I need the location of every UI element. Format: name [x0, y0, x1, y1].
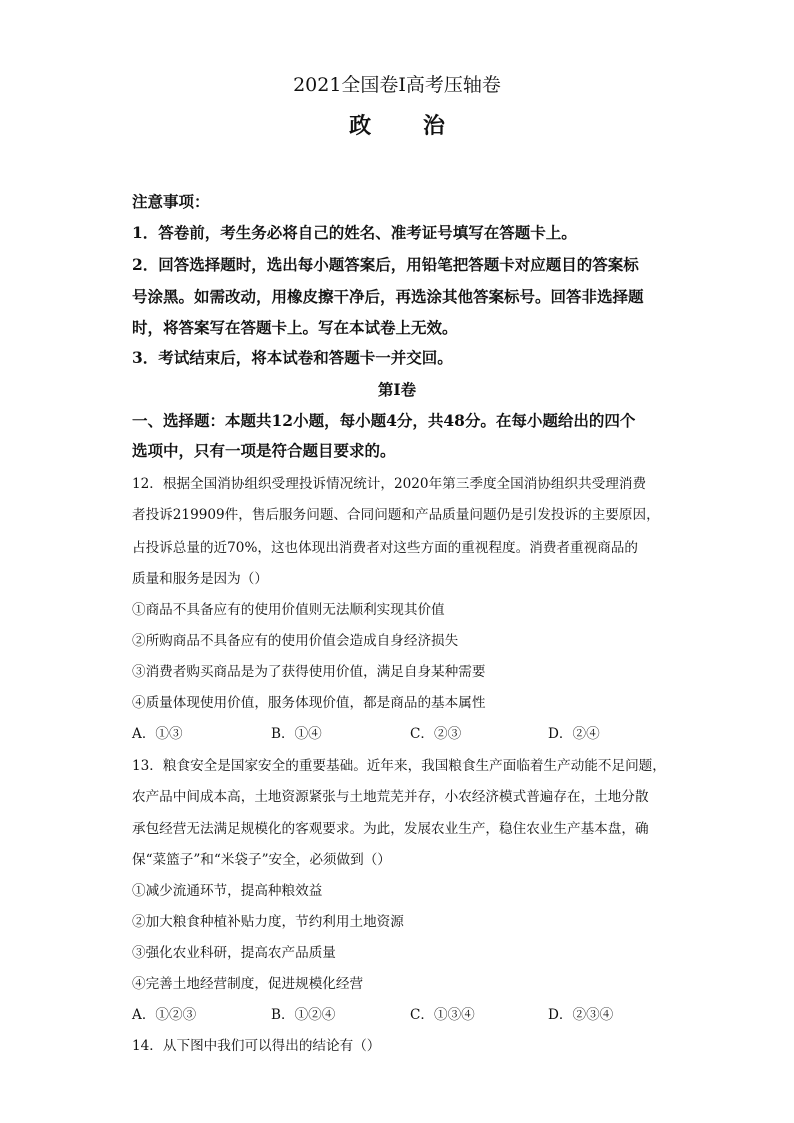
question-12-item: ④质量体现使用价值，服务体现价值，都是商品的基本属性	[132, 695, 486, 711]
notice-line: 时，将答案写在答题卡上。写在本试卷上无效。	[132, 318, 458, 337]
question-12-stem: 占投诉总量的近70%，这也体现出消费者对这些方面的重视程度。消费者重视商品的	[132, 540, 638, 556]
question-13-item: ③强化农业科研，提高农产品质量	[132, 945, 336, 961]
question-12-item: ①商品不具备应有的使用价值则无法顺利实现其价值	[132, 602, 445, 618]
option-d: D．②③④	[548, 1007, 614, 1023]
question-13-stem: 13．粮食安全是国家安全的重要基础。近年来，我国粮食生产面临着生产动能不足问题，	[132, 758, 666, 774]
notice-line: 号涂黑。如需改动，用橡皮擦干净后，再选涂其他答案标号。回答非选择题	[132, 287, 644, 306]
question-13-stem: 农产品中间成本高，土地资源紧张与土地荒芜并存，小农经济模式普遍存在，土地分散	[132, 789, 649, 805]
question-12-stem: 12．根据全国消协组织受理投诉情况统计，2020年第三季度全国消协组织共受理消费	[132, 476, 647, 492]
notice-line: 2．回答选择题时，选出每小题答案后，用铅笔把答题卡对应题目的答案标	[132, 255, 639, 274]
notice-heading: 注意事项：	[132, 192, 210, 211]
question-12-stem: 者投诉219909件，售后服务问题、合同问题和产品质量问题仍是引发投诉的主要原因，	[132, 507, 660, 523]
option-c: C．②③	[410, 726, 462, 742]
option-b: B．①④	[271, 726, 322, 742]
option-a: A．①③	[132, 726, 183, 742]
question-13-item: ①减少流通环节，提高种粮效益	[132, 883, 323, 899]
question-13-stem: 承包经营无法满足规模化的客观要求。为此，发展农业生产，稳住农业生产基本盘，确	[132, 821, 649, 837]
option-a: A．①②③	[132, 1007, 197, 1023]
question-12-item: ③消费者购买商品是为了获得使用价值，满足自身某种需要	[132, 664, 486, 680]
question-12-item: ②所购商品不具备应有的使用价值会造成自身经济损失	[132, 633, 459, 649]
notice-line: 3．考试结束后，将本试卷和答题卡一并交回。	[132, 348, 453, 367]
subject-title: 政 治	[349, 113, 467, 139]
section-title: 第Ⅰ卷	[377, 380, 417, 399]
exam-title: 2021全国卷Ⅰ高考压轴卷	[293, 74, 501, 96]
notice-line: 1．答卷前，考生务必将自己的姓名、准考证号填写在答题卡上。	[132, 223, 577, 242]
question-13-item: ④完善土地经营制度，促进规模化经营	[132, 976, 364, 992]
question-13-item: ②加大粮食种植补贴力度，节约利用土地资源	[132, 914, 404, 930]
section-instruction: 一、选择题：本题共12小题，每小题4分，共48分。在每小题给出的四个	[132, 411, 636, 430]
option-d: D．②④	[548, 726, 600, 742]
question-14-stem: 14．从下图中我们可以得出的结论有（）	[132, 1038, 381, 1054]
option-b: B．①②④	[271, 1007, 336, 1023]
question-13-stem: 保“菜篮子”和“米袋子”安全，必须做到（）	[132, 852, 391, 868]
question-12-stem: 质量和服务是因为（）	[132, 571, 268, 587]
option-c: C．①③④	[410, 1007, 475, 1023]
section-instruction: 选项中，只有一项是符合题目要求的。	[132, 441, 396, 460]
